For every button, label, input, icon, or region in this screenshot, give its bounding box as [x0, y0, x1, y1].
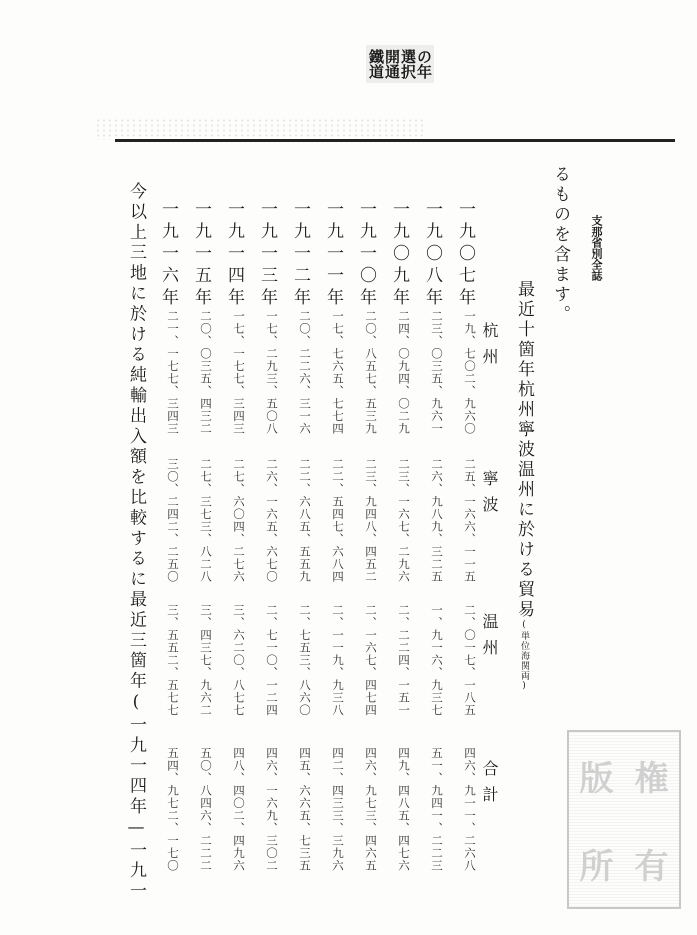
cell-wenzhou: 三、五五二、五七七: [166, 604, 180, 717]
row-year: 一九一六年: [158, 200, 178, 310]
cell-wenzhou: 二、二二四、一五一: [397, 604, 411, 717]
header-note-line: 鐵道: [367, 49, 385, 79]
cell-total: 四六、一六九、三〇二: [265, 747, 279, 872]
table-title-unit: (単位海関両): [519, 620, 529, 692]
header-note: [366, 45, 434, 83]
stamp-char: 有: [634, 846, 669, 887]
column-header-hangzhou: 杭州: [480, 322, 499, 374]
table-row: [217, 200, 247, 872]
row-year: 一九一二年: [290, 200, 310, 310]
cell-wenzhou: 二、〇一七、一八五: [463, 604, 477, 717]
cell-ningbo: 二二、五四七、六八四: [331, 458, 345, 583]
row-year: 一九〇七年: [455, 200, 475, 310]
cell-hangzhou: 二三、〇三五、九六一: [430, 310, 444, 435]
cell-total: 四二、四三三、三九六: [331, 747, 345, 872]
cell-wenzhou: 三、四三七、九六二: [199, 604, 213, 717]
cell-wenzhou: 二、一六七、四七四: [364, 604, 378, 717]
header-rule: [115, 139, 675, 142]
table-row: [151, 200, 181, 872]
cell-wenzhou: 二、七五三、八六〇: [298, 604, 312, 717]
cell-ningbo: 二三、九四八、四五二: [364, 458, 378, 583]
cell-total: 四六、九七三、四六五: [364, 747, 378, 872]
table-row: [184, 200, 214, 872]
cell-ningbo: 二三、一六七、二九六: [397, 458, 411, 583]
header-note-line: の年: [415, 49, 433, 79]
cell-hangzhou: 一七、一七七、三四三: [232, 310, 246, 435]
row-year: 一九一一年: [323, 200, 343, 310]
table-row: [283, 200, 313, 872]
cell-hangzhou: 二〇、八五七、五三九: [364, 310, 378, 435]
header-note-line: 選択: [399, 49, 417, 79]
stamp-char: 版: [579, 759, 614, 800]
cell-ningbo: 二七、三七三、八二八: [199, 458, 213, 583]
cell-total: 四六、九一一、二六八: [463, 747, 477, 872]
cell-total: 五四、九七二、一七〇: [166, 747, 180, 872]
cell-hangzhou: 二一、一七七、三四三: [166, 310, 180, 435]
cell-ningbo: 二六、一六五、六七〇: [265, 458, 279, 583]
stamp-char: 権: [634, 759, 669, 800]
cell-ningbo: 二五、一六六、一一五: [463, 458, 477, 583]
footer-text: 今以上三地に於ける純輸出入額を比較するに最近三箇年(一九一四年—一九一: [126, 182, 146, 902]
cell-hangzhou: 一九、七〇二、九六〇: [463, 310, 477, 435]
cell-wenzhou: 三、六二〇、八七七: [232, 604, 246, 717]
cell-wenzhou: 二、七一〇、一二四: [265, 604, 279, 717]
cell-ningbo: 二二、六八五、五五九: [298, 458, 312, 583]
column-header-ningbo: 寧波: [480, 470, 499, 522]
table-row: [415, 200, 445, 872]
row-year: 一九〇八年: [422, 200, 442, 310]
cell-total: 四九、四八五、四七六: [397, 747, 411, 872]
row-year: 一九一四年: [224, 200, 244, 310]
table-row: [349, 200, 379, 872]
column-header-wenzhou: 温州: [480, 613, 499, 665]
cell-hangzhou: 一七、二九三、五〇八: [265, 310, 279, 435]
row-year: 一九一三年: [257, 200, 277, 310]
table-title: [512, 280, 537, 692]
body-text: るものを含ます。: [550, 165, 570, 325]
cell-total: 四八、四〇二、四九六: [232, 747, 246, 872]
stamp-char: 所: [579, 846, 614, 887]
table-row: [382, 200, 412, 872]
table-row: [316, 200, 346, 872]
book-title: 支那省別全誌: [590, 215, 603, 281]
table-row: [448, 200, 478, 872]
scan-speckle: [95, 118, 425, 140]
cell-ningbo: 三〇、二四二、二五〇: [166, 458, 180, 583]
cell-hangzhou: 二〇、二二六、三一六: [298, 310, 312, 435]
cell-total: 四五、六六五、七三五: [298, 747, 312, 872]
row-year: 一九〇九年: [389, 200, 409, 310]
header-note-line: 開通: [383, 49, 401, 79]
column-header-total: 合計: [480, 760, 499, 812]
cell-total: 五〇、八四六、二二二: [199, 747, 213, 872]
library-stamp: [567, 730, 681, 909]
row-year: 一九一〇年: [356, 200, 376, 310]
table-title-text: 最近十箇年杭州寧波温州に於ける貿易: [514, 280, 534, 620]
cell-ningbo: 二六、九八九、三二五: [430, 458, 444, 583]
cell-wenzhou: 一、九一六、九三七: [430, 604, 444, 717]
row-year: 一九一五年: [191, 200, 211, 310]
table-row: [250, 200, 280, 872]
cell-wenzhou: 二、一一九、九三八: [331, 604, 345, 717]
cell-hangzhou: 二四、〇九四、〇二九: [397, 310, 411, 435]
cell-hangzhou: 一七、七六五、七七四: [331, 310, 345, 435]
cell-ningbo: 二七、六〇四、二七六: [232, 458, 246, 583]
cell-hangzhou: 二〇、〇三五、四三二: [199, 310, 213, 435]
cell-total: 五一、九四一、二二三: [430, 747, 444, 872]
